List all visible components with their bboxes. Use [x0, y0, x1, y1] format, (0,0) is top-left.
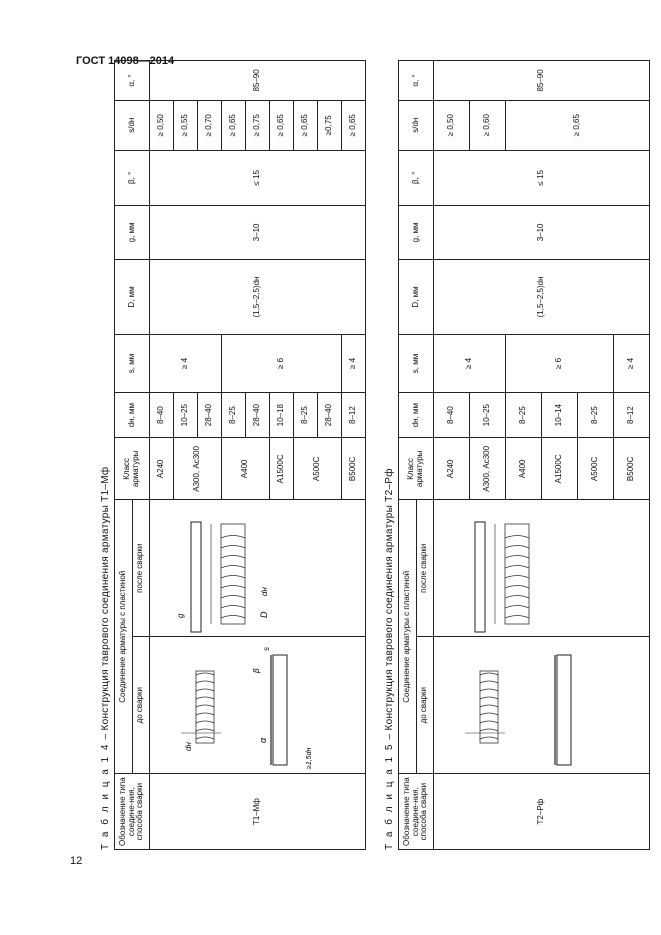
table-14-title: – Конструкция таврового соединения арматуры Т1–Мф: [100, 466, 111, 743]
row-3-class: А400: [506, 438, 542, 500]
s-value-1: ≥ 4: [434, 335, 506, 393]
header-g: g, мм: [399, 206, 434, 260]
row-4-class: А400: [222, 438, 270, 500]
rebar-before-diagram: [435, 637, 649, 773]
row-2-class: А300, Ас300: [470, 438, 506, 500]
header-dn: dн, мм: [399, 392, 434, 438]
header-rebar-class: Класс арматуры: [115, 438, 150, 500]
rebar-after-diagram: [151, 500, 365, 636]
row-6-dn: 8–12: [614, 392, 650, 438]
table-14-container: [98, 60, 366, 850]
sdn-value-1: ≥ 0,50: [434, 100, 470, 150]
label-D: D: [258, 611, 269, 619]
page-number: 12: [70, 855, 83, 867]
row-6-class: В500С: [614, 438, 650, 500]
beta-value: ≤ 15: [150, 150, 366, 206]
row-8-sdn: ≥0,75: [318, 100, 342, 150]
header-s: s, мм: [115, 335, 150, 393]
row-2-dn: 10–25: [174, 392, 198, 438]
row-5-class: А500С: [578, 438, 614, 500]
row-1-dn: 8–40: [434, 392, 470, 438]
table-15-label: Т а б л и ц а 1 5: [384, 742, 395, 850]
header-dn: dн, мм: [115, 392, 150, 438]
rebar-after-diagram: [435, 500, 649, 636]
row-4-dn: 8–25: [222, 392, 246, 438]
row-3-dn: 28–40: [198, 392, 222, 438]
designation-cell: Т1–Мф: [150, 774, 366, 850]
table-15-title: – Конструкция таврового соединения арматуры Т2–Рф: [384, 468, 395, 743]
row-1-dn: 8–40: [150, 392, 174, 438]
header-alpha: α, °: [399, 61, 434, 101]
table-15: [398, 60, 650, 850]
label-beta: β: [251, 668, 261, 674]
row-4-class: А1500С: [542, 438, 578, 500]
alpha-value: 85–90: [150, 61, 366, 101]
g-value: 3–10: [150, 206, 366, 260]
label-s: s: [261, 647, 271, 652]
label-dn: dн: [183, 742, 193, 752]
header-beta: β, °: [399, 150, 434, 206]
row-4-sdn: ≥ 0,65: [222, 100, 246, 150]
row-9-dn: 8–12: [342, 392, 366, 438]
row-5-dn: 28–40: [246, 392, 270, 438]
D-value: (1,5–2,5)dн: [150, 259, 366, 334]
designation-cell: Т2–Рф: [434, 774, 650, 850]
label-dn-after: dн: [259, 587, 269, 597]
row-5-dn: 8–25: [578, 392, 614, 438]
row-3-sdn: ≥ 0,70: [198, 100, 222, 150]
table-14: [114, 60, 366, 850]
row-1-class: А240: [434, 438, 470, 500]
s-value-2: ≥ 6: [506, 335, 614, 393]
row-2-sdn: ≥ 0,55: [174, 100, 198, 150]
header-before-welding: до сварки: [132, 637, 150, 774]
drawing-before-welding: [150, 637, 366, 774]
header-designation: Обозначение типа соедине-ния, способа сварки: [115, 774, 150, 850]
s-value-2: ≥ 6: [222, 335, 342, 393]
row-9-sdn: ≥ 0,65: [342, 100, 366, 150]
row-2-dn: 10–25: [470, 392, 506, 438]
row-1-sdn: ≥ 0,50: [150, 100, 174, 150]
row-3-dn: 8–25: [506, 392, 542, 438]
row-7-dn: 8–25: [294, 392, 318, 438]
header-rebar-class: Класс арматуры: [399, 438, 434, 500]
row-2-class: А300, Ас300: [174, 438, 222, 500]
header-sdn: s/dн: [399, 100, 434, 150]
header-connection: Соединение арматуры с пластиной: [115, 500, 133, 774]
g-value: 3–10: [434, 206, 650, 260]
row-8-dn: 28–40: [318, 392, 342, 438]
sdn-value-3: ≥ 0,65: [506, 100, 650, 150]
row-4-dn: 10–14: [542, 392, 578, 438]
label-g: g: [175, 613, 185, 619]
drawing-before-welding: [434, 637, 650, 774]
drawing-after-welding: [150, 500, 366, 637]
label-length: ≥1,5dн: [305, 747, 313, 770]
header-sdn: s/dн: [115, 100, 150, 150]
sdn-value-2: ≥ 0,60: [470, 100, 506, 150]
label-alpha: α: [257, 738, 268, 744]
header-alpha: α, °: [115, 61, 150, 101]
header-s: s, мм: [399, 335, 434, 393]
header-after-welding: после сварки: [132, 500, 150, 637]
header-beta: β, °: [115, 150, 150, 206]
s-value-3: ≥ 4: [342, 335, 366, 393]
beta-value: ≤ 15: [434, 150, 650, 206]
header-after-welding: после сварки: [416, 500, 434, 637]
header-D: D, мм: [399, 259, 434, 335]
row-6-dn: 10–18: [270, 392, 294, 438]
row-7-sdn: ≥ 0,65: [294, 100, 318, 150]
header-D: D, мм: [115, 259, 150, 334]
row-6-class: А1500С: [270, 438, 294, 500]
header-before-welding: до сварки: [416, 637, 434, 774]
table-15-container: [382, 60, 650, 850]
row-1-class: А240: [150, 438, 174, 500]
s-value-1: ≥ 4: [150, 335, 222, 393]
header-designation: Обозначение типа соедине-ния, способа сварки: [399, 774, 434, 850]
document-title: ГОСТ 14098—2014: [76, 55, 175, 67]
D-value: (1,5–2,5)dн: [434, 259, 650, 335]
header-g: g, мм: [115, 206, 150, 260]
row-9-class: В500С: [342, 438, 366, 500]
drawing-after-welding: [434, 500, 650, 637]
rebar-before-diagram: [151, 637, 365, 773]
alpha-value: 85–90: [434, 61, 650, 101]
table-15-caption: [382, 60, 398, 850]
table-14-caption: [98, 60, 114, 850]
row-5-sdn: ≥ 0,75: [246, 100, 270, 150]
row-6-sdn: ≥ 0,65: [270, 100, 294, 150]
row-7-class: А500С: [294, 438, 342, 500]
table-14-label: Т а б л и ц а 1 4: [100, 742, 111, 850]
header-connection: Соединение арматуры с пластиной: [399, 500, 417, 774]
s-value-3: ≥ 4: [614, 335, 650, 393]
